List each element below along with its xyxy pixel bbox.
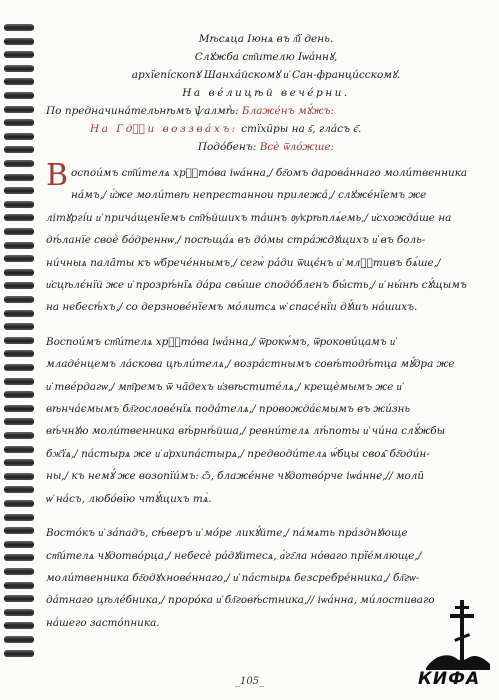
spiral-ring <box>4 364 34 371</box>
spiral-ring <box>4 554 34 561</box>
text-line: вѣ́чнꙋю моли́твенника вѣ́рнѣ́йша,/ ревни́телѧ лѣ́поты и҆ чи́на слꙋ́жбы <box>46 425 446 438</box>
spiral-ring <box>4 255 34 262</box>
paragraph-1 <box>46 158 486 319</box>
spiral-ring <box>4 228 34 235</box>
spiral-ring <box>4 78 34 85</box>
spiral-ring <box>4 405 34 412</box>
spiral-ring <box>4 24 34 31</box>
spiral-ring <box>4 514 34 521</box>
spiral-ring <box>4 500 34 507</box>
spiral-ring <box>4 378 34 385</box>
rubric-stichera <box>46 120 486 138</box>
spiral-ring <box>4 527 34 534</box>
text-line: вѣнча́ємымъ бл҃гослове́нїѧ пода́телѧ,/ провожда́ємымъ въ жи́знь <box>46 403 411 416</box>
spiral-ring <box>4 187 34 194</box>
spiral-ring <box>4 636 34 643</box>
text-line: да́тнаго цѣле́бника,/ проро́ка и҆ бл҃говѣ́стника,// іѡа́нна, ми́лостиваго <box>46 594 435 607</box>
text-line: оспои́мъ ст҃и́телѧ хрⷭ҇то́ва іѡа́нна,/ бг҃омъ дарова́ннаго моли́твенника <box>71 167 468 179</box>
spiral-ring <box>4 459 34 466</box>
spiral-ring <box>4 391 34 398</box>
spiral-ring <box>4 541 34 548</box>
spiral-ring <box>4 269 34 276</box>
text-line: на небесѣ́хъ,/ со дерзнове́нїемъ мо́литсѧ ѡ҆ спасе́нїи дꙋ́шъ на́шихъ. <box>46 301 418 314</box>
text-line: дѣ́ланїе своѐ бо́дреннѡ,/ посѣща́ѧ въ до́мы стра́ждꙋщихъ и҆ въ боль- <box>46 234 426 247</box>
header-service: Слꙋжба ст҃ителю Іѡа́ннꙋ, <box>194 51 338 63</box>
spiral-ring <box>4 595 34 602</box>
header-vespers: На ве́лицѣй вече́рни. <box>182 87 350 99</box>
spiral-ring <box>4 38 34 45</box>
rubric-psalm <box>46 102 486 120</box>
spiral-ring <box>4 119 34 126</box>
rubric-stichera-rest: стїхи̑ры на ѕ҃, гла́съ є҃. <box>241 123 362 135</box>
text-line: моли́твенника бг҃одꙋхнове́ннаго,/ и҆ па́стырѧ безсребре́нника,/ бл҃гѡ- <box>46 571 420 584</box>
spiral-ring <box>4 337 34 344</box>
spiral-ring <box>4 609 34 616</box>
spiral-binding <box>0 24 34 664</box>
dropcap-letter: В <box>46 158 69 193</box>
text-line: на́мъ,/ и҆́же моли́твѣ непрестаннои прилежа́,/ слꙋже́нїемъ же <box>71 189 427 202</box>
spiral-ring <box>4 310 34 317</box>
spiral-ring <box>4 568 34 575</box>
rubric-psalm-prefix: По предначина́тельнѣмъ ѱалмѣ̀: <box>46 105 239 117</box>
spiral-ring <box>4 174 34 181</box>
text-line: ст҃и́телѧ чꙋдотво́рца,/ небесѐ ра́дꙋйтесѧ, а҆́гг҃ла но́ваго прїе́млюще,/ <box>46 549 422 562</box>
spiral-ring <box>4 282 34 289</box>
rubric-stichera-accent: На Гдⷭ҇и воззва́хъ: <box>90 123 238 135</box>
spiral-ring <box>4 92 34 99</box>
spiral-ring <box>4 432 34 439</box>
text-line: бж҃їѧ,/ па́стырѧ же и҆ а҆рхипа́стырѧ,/ предводи́телѧ ѡ҆́бцы своѧ̑ бг҃оди́н- <box>46 447 430 460</box>
spiral-ring <box>4 242 34 249</box>
spiral-ring <box>4 201 34 208</box>
text-line: літꙋргі́и и҆ прича́щенїемъ ст҃ѣ́йшихъ та́инъ ᲂу҆крѣплѧ́емь,/ и҆схожда́ше на <box>46 211 452 224</box>
spiral-ring <box>4 650 34 657</box>
spiral-ring <box>4 296 34 303</box>
spiral-ring <box>4 350 34 357</box>
spiral-ring <box>4 133 34 140</box>
text-line: Восто́къ и҆ за́падъ, сѣ́веръ и҆ мо́ре ликꙋ́йте,/ па́мѧть пра́зднꙋющe <box>46 527 408 540</box>
spiral-ring <box>4 51 34 58</box>
spiral-ring <box>4 473 34 480</box>
spiral-ring <box>4 622 34 629</box>
text-line: ни́чныѧ пала̑ты къ ѡ҆брече́ннымъ,/ сегѡ̀ ра́ди ѿщє́нъ и҆ млⷭ҇тивъ бѧ́ше,/ <box>46 256 441 269</box>
spiral-ring <box>4 486 34 493</box>
spiral-ring <box>4 106 34 113</box>
text-line: и҆ тве́рдагѡ,/ мт҃ремъ ѿ ча̑дехъ и҆звѣстите́лѧ,/ крещѐмымъ же и҆ <box>46 380 402 393</box>
text-line: ны,/ къ немꙋ́ же возопїи́мъ: ѽ, блаже́нне чꙋдотво́рче іѡа́нне,// моли̑ <box>46 470 425 483</box>
text-line: младе́нцемъ ла́скова цѣли́телѧ,/ возра́стнымъ совѣ́тодѣ́тца мꙋ́дра же <box>46 358 455 371</box>
spiral-ring <box>4 446 34 453</box>
rubric-psalm-accent: Блаже́нъ мꙋ́жъ: <box>241 105 335 117</box>
spiral-ring <box>4 582 34 589</box>
spiral-ring <box>4 160 34 167</box>
page-content <box>46 30 486 634</box>
spiral-ring <box>4 323 34 330</box>
page-number: _105_ <box>234 676 265 687</box>
spiral-ring <box>4 65 34 72</box>
rubric-podoben-accent: Всѐ ѿло́жше: <box>259 141 335 153</box>
rubric-podoben <box>46 138 486 156</box>
text-line: и҆сцѣлє́нїй же и҆ прозрѣ́нїѧ да́ра свы́ше сподо́бленъ бы́сть,/ и҆ ны́нѣ сꙋ́щымъ <box>46 279 467 292</box>
logo-wordmark: КИФА <box>418 669 481 689</box>
header-date: Мѣсѧца Іюнѧ въ л҃ї день. <box>198 33 334 45</box>
header-subject: архїепі́скопꙋ Шанха́йскомꙋ и҆ Сан-франци́сскомꙋ. <box>131 69 401 81</box>
spiral-ring <box>4 146 34 153</box>
rubric-podoben-prefix: Подо́бенъ: <box>197 141 257 153</box>
spiral-ring <box>4 214 34 221</box>
paragraph-2 <box>46 331 486 510</box>
text-line: ѡ҆ на́съ, любо́вїю чтꙋ́щихъ тѧ̀. <box>46 492 212 505</box>
spiral-ring <box>4 418 34 425</box>
text-line: на́шего засто́пника. <box>46 616 160 629</box>
text-line: Воспои́мъ ст҃и́телѧ хрⷭ҇то́ва іѡа́нна,/ ѿрокѡ́мъ, ѿрокови́цамъ и҆ <box>46 335 396 348</box>
